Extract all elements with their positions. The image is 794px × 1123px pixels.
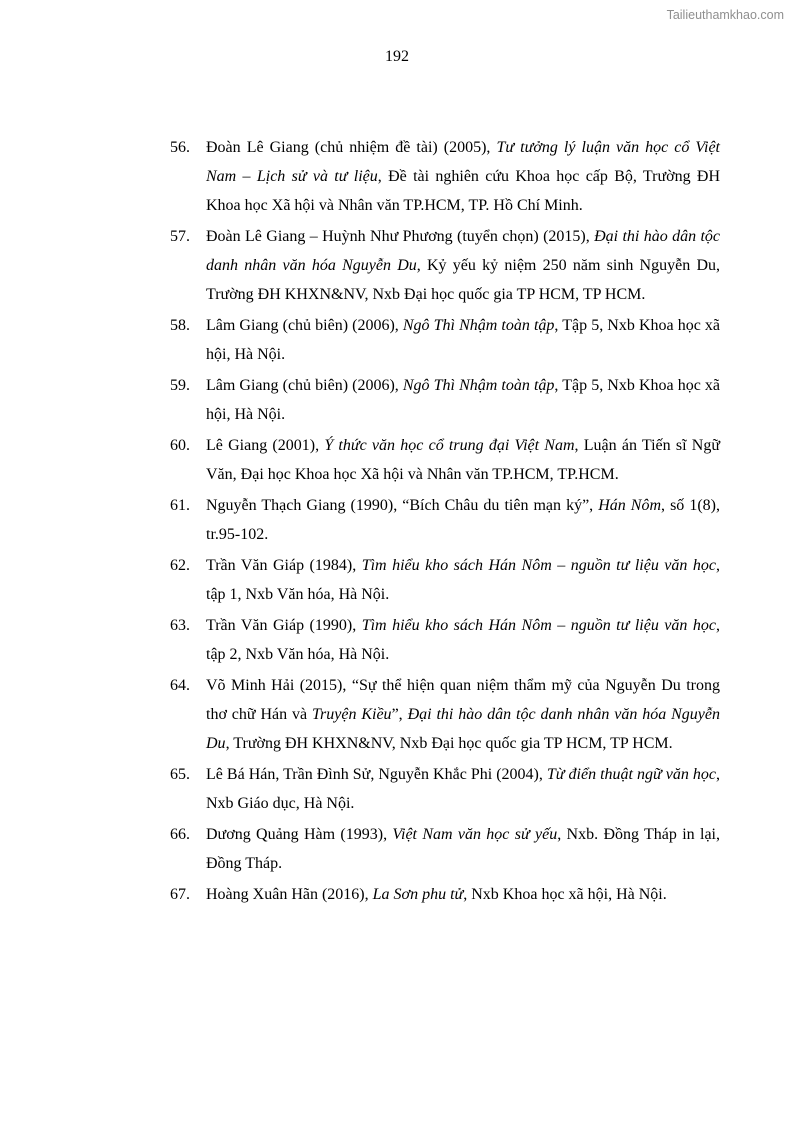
- reference-number: 65.: [170, 766, 190, 783]
- reference-text-segment: Lê Bá Hán, Trần Đình Sử, Nguyễn Khắc Phi (2004),: [206, 766, 547, 783]
- reference-item: [170, 671, 720, 758]
- reference-title-italic: Ngô Thì Nhậm toàn tập: [402, 317, 555, 334]
- reference-number: 63.: [170, 617, 190, 634]
- reference-item: [170, 371, 720, 429]
- reference-text: [206, 760, 720, 818]
- reference-item: [170, 491, 720, 549]
- reference-text-segment: Nguyễn Thạch Giang (1990), “Bích Châu du tiên mạn ký”,: [206, 497, 599, 514]
- reference-title-italic: Ý thức văn học cổ trung đại Việt Nam: [324, 437, 575, 454]
- reference-number: 57.: [170, 228, 190, 245]
- reference-text: [206, 880, 720, 909]
- reference-text: [206, 431, 720, 489]
- reference-text: [206, 491, 720, 549]
- reference-text-segment: , Nxb Giáo dục, Hà Nội.: [206, 766, 721, 812]
- reference-text-segment: Hoàng Xuân Hãn (2016),: [206, 886, 373, 903]
- reference-item: [170, 431, 720, 489]
- page-number: 192: [385, 48, 409, 65]
- reference-title-italic: Đại thi hào dân tộc danh nhân văn hóa Nguyễn Du: [206, 706, 720, 752]
- reference-text: [206, 611, 720, 669]
- reference-item: [170, 611, 720, 669]
- watermark: Tailieuthamkhao.com: [666, 8, 784, 22]
- reference-title-italic: Tìm hiểu kho sách Hán Nôm – nguồn tư liệu văn học: [361, 617, 716, 634]
- reference-number: 61.: [170, 497, 190, 514]
- reference-number: 64.: [170, 677, 190, 694]
- reference-text-segment: , Đề tài nghiên cứu Khoa học cấp Bộ, Trường ĐH Khoa học Xã hội và Nhân văn TP.HCM, TP. Hồ Chí Minh.: [206, 168, 721, 214]
- reference-item: [170, 222, 720, 309]
- reference-title-italic: Từ điển thuật ngữ văn học: [546, 766, 717, 783]
- reference-title-italic: Tư tưởng lý luận văn học cổ Việt Nam – Lịch sử và tư liệu: [206, 139, 720, 185]
- reference-title-italic: La Sơn phu tử: [372, 886, 464, 903]
- reference-number: 67.: [170, 886, 190, 903]
- reference-text: [206, 371, 720, 429]
- reference-text-segment: Trần Văn Giáp (1990),: [206, 617, 362, 634]
- reference-number: 58.: [170, 317, 190, 334]
- reference-text-segment: , Nxb Khoa học xã hội, Hà Nội.: [463, 886, 667, 903]
- reference-text-segment: , Kỷ yếu kỷ niệm 250 năm sinh Nguyễn Du, Trường ĐH KHXN&NV, Nxb Đại học quốc gia TP HCM, TP HCM.: [206, 257, 721, 303]
- reference-text-segment: , Luận án Tiến sĩ Ngữ Văn, Đại học Khoa học Xã hội và Nhân văn TP.HCM, TP.HCM.: [206, 437, 720, 483]
- reference-number: 60.: [170, 437, 190, 454]
- reference-item: [170, 820, 720, 878]
- reference-title-italic: Tìm hiểu kho sách Hán Nôm – nguồn tư liệu văn học: [361, 557, 716, 574]
- reference-text-segment: Trần Văn Giáp (1984),: [206, 557, 362, 574]
- reference-text-segment: , tập 1, Nxb Văn hóa, Hà Nội.: [206, 557, 720, 603]
- reference-text-segment: Võ Minh Hải (2015), “Sự thể hiện quan niệm thẩm mỹ của Nguyễn Du trong thơ chữ Hán và: [206, 677, 720, 723]
- reference-title-italic: Ngô Thì Nhậm toàn tập: [402, 377, 555, 394]
- reference-text: [206, 311, 720, 369]
- reference-title-italic: Truyện Kiều: [312, 706, 392, 723]
- reference-list: [170, 133, 720, 911]
- reference-text-segment: , Nxb. Đồng Tháp in lại, Đồng Tháp.: [206, 826, 721, 872]
- reference-text-segment: Lâm Giang (chủ biên) (2006),: [206, 377, 403, 394]
- reference-text: [206, 551, 720, 609]
- reference-text-segment: Lâm Giang (chủ biên) (2006),: [206, 317, 403, 334]
- reference-text-segment: , số 1(8), tr.95-102.: [206, 497, 721, 543]
- reference-text-segment: Dương Quảng Hàm (1993),: [206, 826, 393, 843]
- reference-text-segment: Đoàn Lê Giang – Huỳnh Như Phương (tuyển chọn) (2015),: [206, 228, 595, 245]
- reference-text-segment: , Trường ĐH KHXN&NV, Nxb Đại học quốc gia TP HCM, TP HCM.: [225, 735, 673, 752]
- reference-number: 56.: [170, 139, 190, 156]
- reference-item: [170, 551, 720, 609]
- reference-text: [206, 820, 720, 878]
- reference-item: [170, 311, 720, 369]
- reference-title-italic: Việt Nam văn học sử yếu: [392, 826, 558, 843]
- reference-text-segment: Đoàn Lê Giang (chủ nhiệm đề tài) (2005),: [206, 139, 497, 156]
- reference-number: 62.: [170, 557, 190, 574]
- reference-number: 66.: [170, 826, 190, 843]
- reference-text-segment: ”,: [391, 706, 408, 723]
- reference-text-segment: Lê Giang (2001),: [206, 437, 325, 454]
- reference-text: [206, 133, 720, 220]
- reference-text: [206, 222, 720, 309]
- reference-text: [206, 671, 720, 758]
- reference-text-segment: , Tập 5, Nxb Khoa học xã hội, Hà Nội.: [206, 377, 720, 423]
- reference-text-segment: , tập 2, Nxb Văn hóa, Hà Nội.: [206, 617, 720, 663]
- reference-title-italic: Hán Nôm: [598, 497, 662, 514]
- reference-item: [170, 880, 720, 909]
- reference-text-segment: , Tập 5, Nxb Khoa học xã hội, Hà Nội.: [206, 317, 720, 363]
- reference-number: 59.: [170, 377, 190, 394]
- reference-item: [170, 133, 720, 220]
- reference-item: [170, 760, 720, 818]
- reference-title-italic: Đại thi hào dân tộc danh nhân văn hóa Nguyễn Du: [206, 228, 721, 274]
